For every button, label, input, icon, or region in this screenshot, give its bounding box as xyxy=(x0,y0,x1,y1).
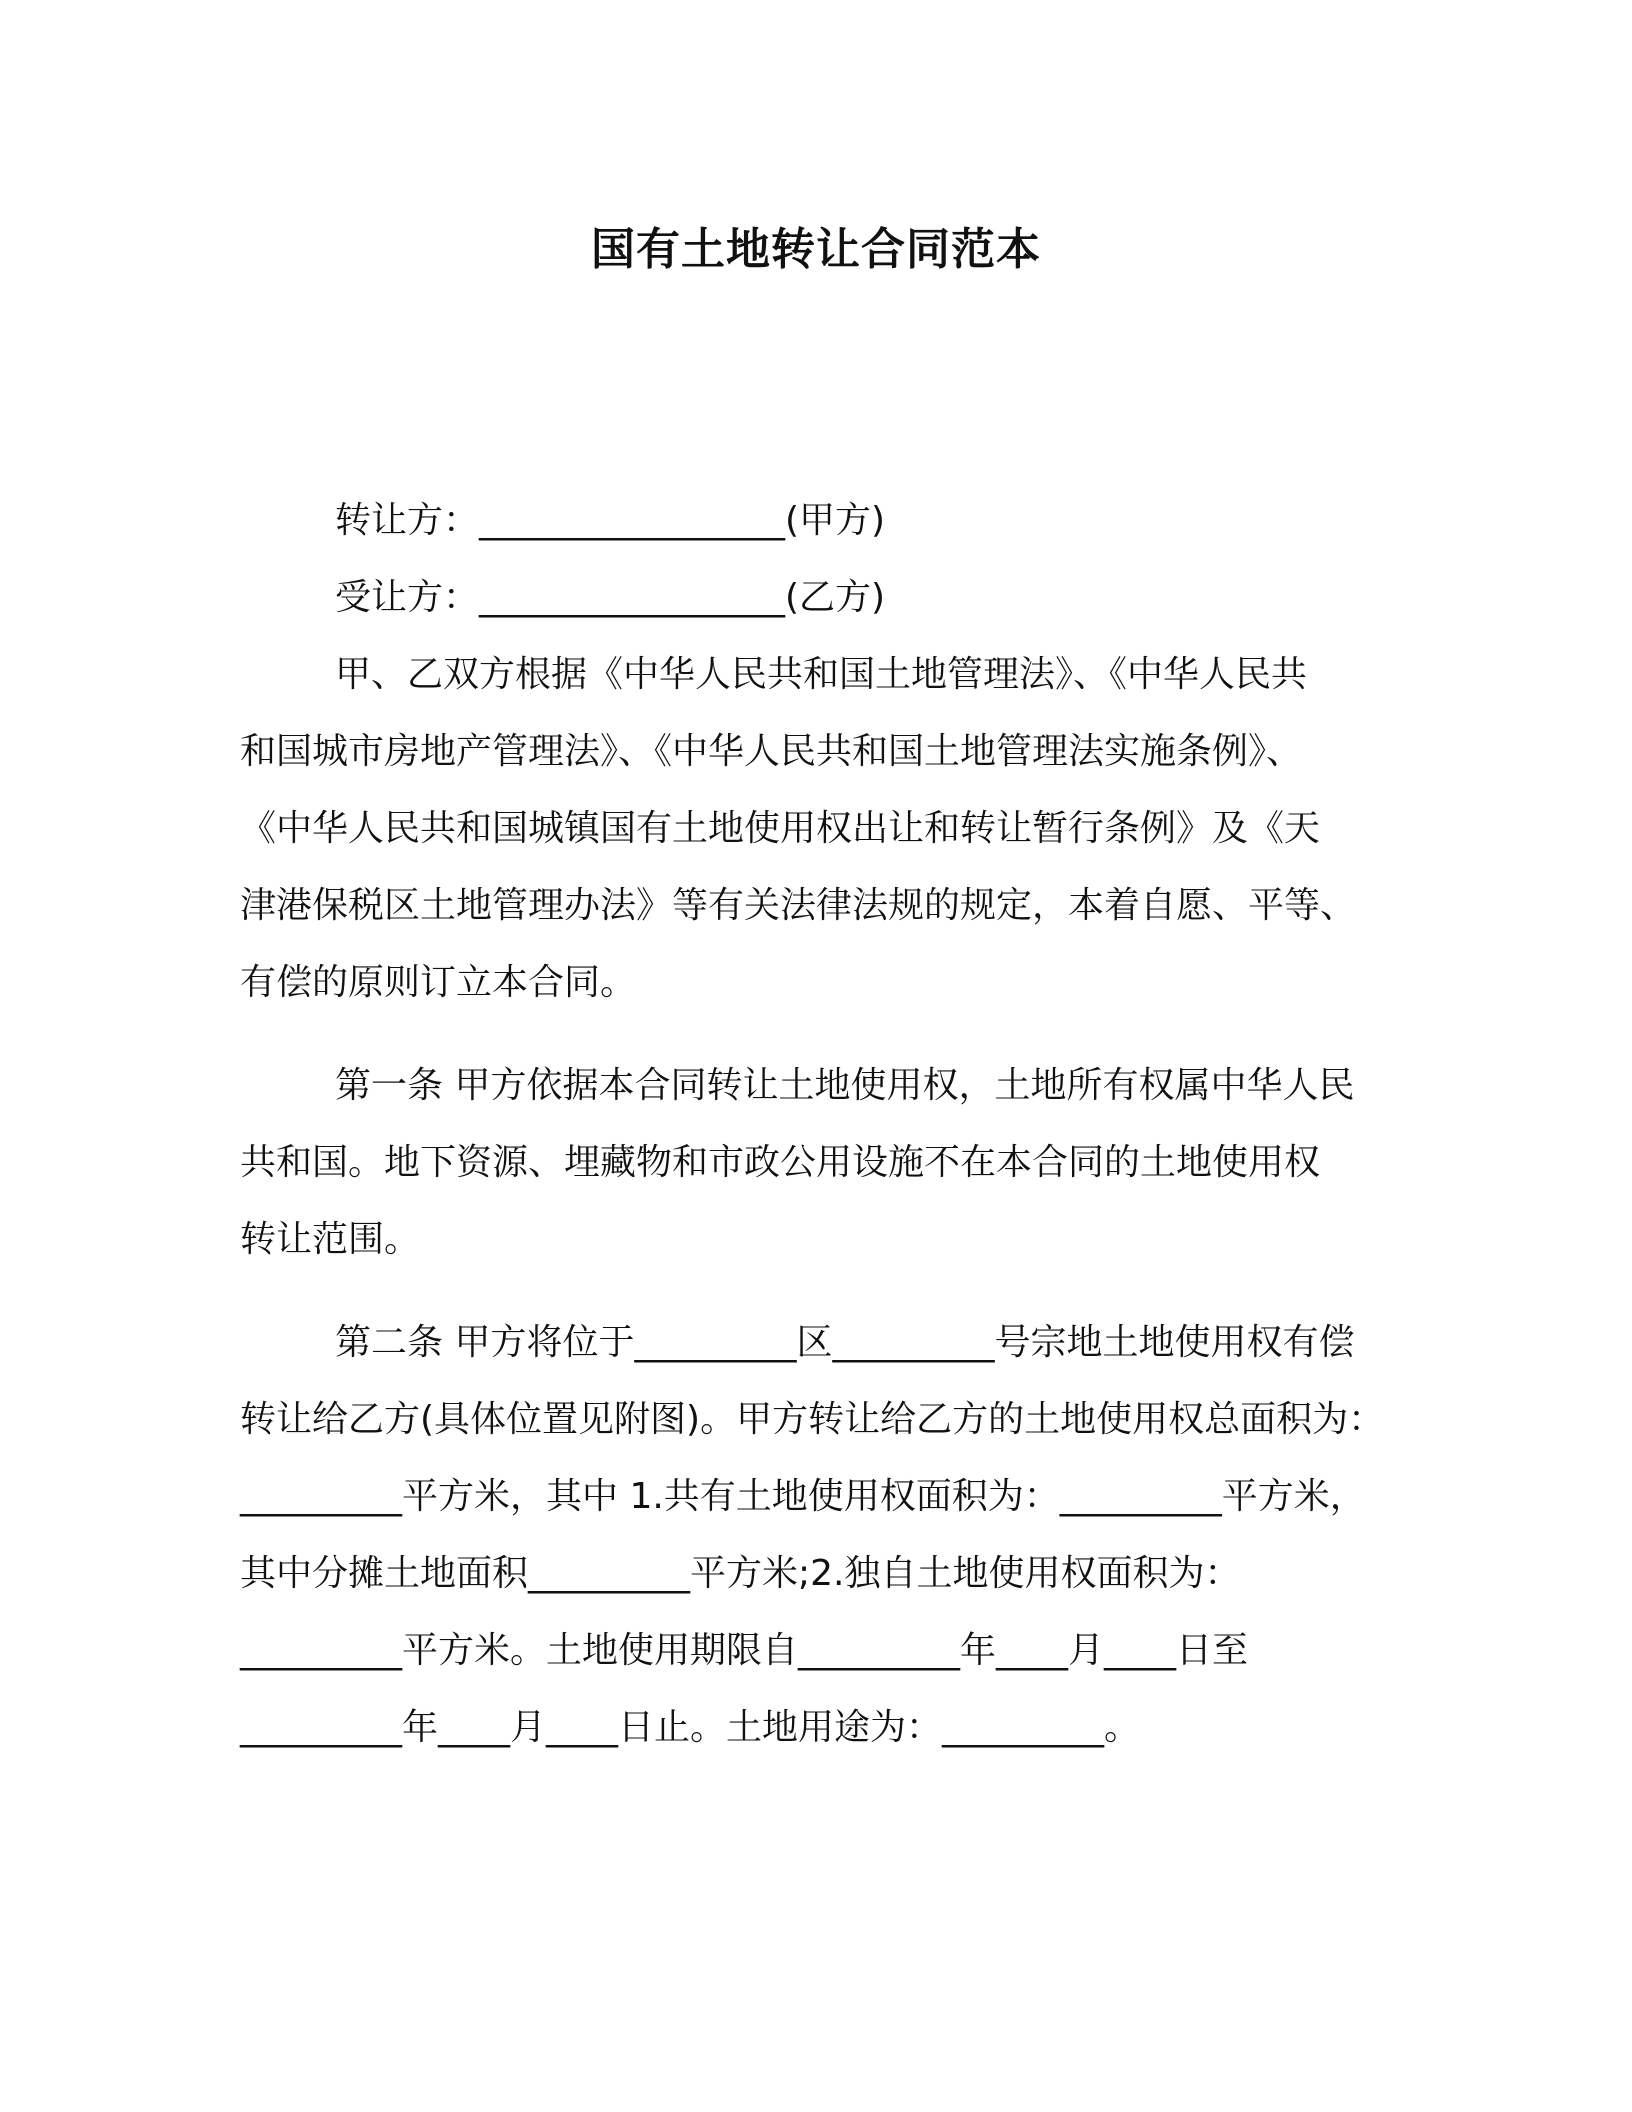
preamble-line: 有偿的原则订立本合同。 xyxy=(240,962,637,1003)
article-2-line: _________平方米。土地使用期限自_________年____月____日至 xyxy=(240,1630,1249,1671)
article-1-line: 共和国。地下资源、埋藏物和市政公用设施不在本合同的土地使用权 xyxy=(240,1142,1321,1183)
article-1-paragraph xyxy=(240,1047,1420,1278)
article-2-line: 第二条 甲方将位于_________区_________号宗地土地使用权有偿 xyxy=(335,1322,1355,1363)
paragraph-gap xyxy=(240,1021,1420,1047)
preamble-line: 甲、乙双方根据《中华人民共和国土地管理法》、《中华人民共 xyxy=(335,654,1308,695)
transferee-line: 受让方：_________________(乙方) xyxy=(335,577,886,618)
article-1-line: 转让范围。 xyxy=(240,1219,421,1260)
article-2-line: 其中分摊土地面积_________平方米;2.独自土地使用权面积为： xyxy=(240,1553,1241,1594)
document-title: 国有土地转让合同范本 xyxy=(591,224,1041,275)
transferor-line: 转让方：_________________(甲方) xyxy=(335,500,886,541)
article-2-line: 转让给乙方(具体位置见附图)。甲方转让给乙方的土地使用权总面积为： xyxy=(240,1399,1385,1440)
preamble-paragraph xyxy=(240,636,1420,1021)
article-1-line: 第一条 甲方依据本合同转让土地使用权，土地所有权属中华人民 xyxy=(335,1065,1355,1106)
article-2-line: _________平方米，其中 1.共有土地使用权面积为：_________平方米， xyxy=(240,1476,1366,1517)
preamble-line: 津港保税区土地管理办法》等有关法律法规的规定，本着自愿、平等、 xyxy=(240,885,1357,926)
preamble-line: 和国城市房地产管理法》、《中华人民共和国土地管理法实施条例》、 xyxy=(240,731,1303,772)
document-body xyxy=(240,482,1420,1766)
preamble-line: 《中华人民共和国城镇国有土地使用权出让和转让暂行条例》及《天 xyxy=(240,808,1321,849)
paragraph-gap xyxy=(240,1278,1420,1304)
article-2-paragraph xyxy=(240,1304,1420,1766)
article-2-line: _________年____月____日止。土地用途为：_________。 xyxy=(240,1707,1141,1748)
